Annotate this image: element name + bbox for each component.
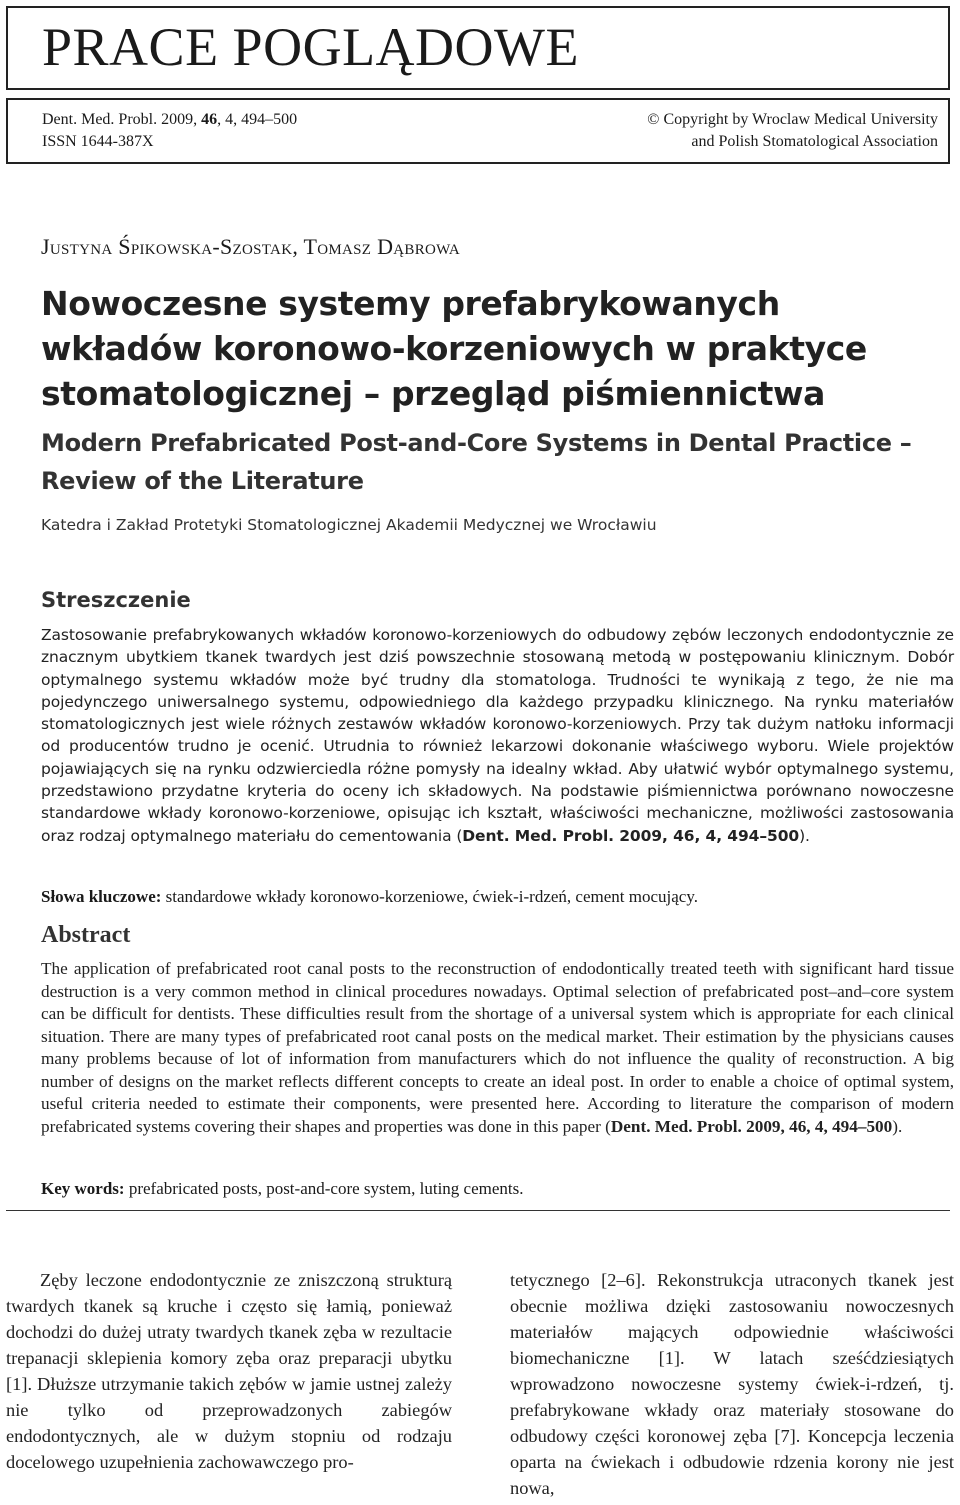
streszczenie-body: Zastosowanie prefabrykowanych wkładów koronowo-korzeniowych do odbudowy zębów leczonych endodontycznie ze znacznym ubytkiem tkanek twardych jest dziś powszechnie stosowaną metodą w postępowaniu klinicznym. Dobór optymalnego systemu wkładów może być trudny dla stomatologa. Trudności te wynikają z tego, że nie ma pojedynczego uniwersalnego systemu, odpowiedniego dla każdego przypadku klinicznego. Na rynku materiałów stomatologicznych jest wiele różnych zestawów wkładów koronowo-korzeniowych. Przy tak dużym natłoku informacji od producentów trudno je ocenić. Utrudnia to również lekarzowi dokonanie właściwego wyboru. Wiele projektów pojawiających się na rynku odzwierciedla różne pomysły na idealny wkład. Aby ułatwić wybór optymalnego systemu, przedstawiono przydatne kryteria do oceny ich składowych. Na podstawie piśmiennictwa porównano nowoczesne standardowe wkłady koronowo-korzeniowe, opisując ich kształt, właściwości mechaniczne, możliwości zastosowania oraz rodzaj optymalnego materiału do cementowania (Dent. Med. Probl. 2009, 46, 4, 494–500). [41, 626, 954, 845]
authors: Justyna Śpikowska-Szostak, Tomasz Dąbrowa [41, 234, 461, 259]
abstract-heading: Abstract [41, 922, 131, 948]
section-banner [6, 6, 950, 90]
affiliation: Katedra i Zakład Protetyki Stomatologicznej Akademii Medycznej we Wrocławiu [41, 516, 657, 534]
journal-info-box [6, 98, 950, 164]
body-column-left: Zęby leczone endodontycznie ze zniszczoną strukturą twardych tkanek są kruche i często się łamią, ponieważ dochodzi do dużej utraty twardych tkanek zęba w rezultacie trepanacji sklepienia komory zęba oraz preparacji ubytku [1]. Dłuższe utrzymanie takich zębów w jamie ustnej zależy nie tylko od przeprowadzonych zabiegów endodontycznych, ale w dużym stopniu od rodzaju docelowego uzupełnienia zachowawczego pro- [6, 1270, 452, 1472]
title-english: Modern Prefabricated Post-and-Core Systems in Dental Practice – Review of the Literature [41, 429, 912, 495]
slowa-kluczowe: Słowa kluczowe: standardowe wkłady koronowo-korzeniowe, ćwiek-i-rdzeń, cement mocujący. [41, 887, 698, 906]
journal-citation [42, 109, 297, 153]
citation-line: Dent. Med. Probl. 2009, 46, 4, 494–500 [42, 111, 298, 128]
citation-volume: 46 [201, 111, 218, 128]
streszczenie-heading: Streszczenie [41, 588, 191, 612]
body-column-right: tetycznego [2–6]. Rekonstrukcja utraconych tkanek jest obecnie możliwa dzięki zastosowaniu nowoczesnych materiałów mających odpowiednie właściwości biomechaniczne [1]. W latach sześćdziesiątych wprowadzono nowoczesne systemy ćwiek-i-rdzeń, tj. prefabrykowane wkłady oraz materiały stosowane do odbudowy części koronowej zęba [7]. Koncepcja leczenia oparta na ćwiekach i odbudowie rdzenia korony nie jest nowa, [510, 1270, 954, 1498]
divider [6, 1210, 950, 1211]
copyright-line-1: © Copyright by Wroclaw Medical University [647, 111, 938, 128]
abstract-body: The application of prefabricated root canal posts to the reconstruction of endodontically treated teeth with significant hard tissue destruction is a very common method in clinical procedures nowadays. Optimal selection of prefabricated post–and–core system can be difficult for dentists. These difficulties result from the shortage of a universal system which is appropriate for each clinical situation. There are many types of prefabricated root canal posts on the medical market. Their estimation by the physicians causes many problems because of lot of information from manufacturers which do not influence the quality of reconstruction. A big number of designs on the market reflects different concepts to create an ideal post. In order to enable a choice of optimal system, useful criteria needed to estimate their components, were presented here. According to literature the comparison of modern prefabricated systems covering their shapes and properties was done in this paper (Dent. Med. Probl. 2009, 46, 4, 494–500). [41, 959, 954, 1136]
key-words: Key words: prefabricated posts, post-and-core system, luting cements. [41, 1179, 524, 1198]
abstract-citation: Dent. Med. Probl. 2009, 46, 4, 494–500 [610, 1116, 893, 1136]
banner-title: PRACE POGLĄDOWE [42, 17, 580, 77]
title-polish: Nowoczesne systemy prefabrykowanych wkładów koronowo-korzeniowych w praktyce stomatologicznej – przegląd piśmiennictwa [41, 284, 867, 413]
issn: ISSN 1644-387X [42, 133, 154, 150]
copyright-line-2: and Polish Stomatological Association [691, 133, 938, 150]
streszczenie-citation: Dent. Med. Probl. 2009, 46, 4, 494–500 [462, 826, 800, 845]
copyright-notice [647, 109, 938, 153]
